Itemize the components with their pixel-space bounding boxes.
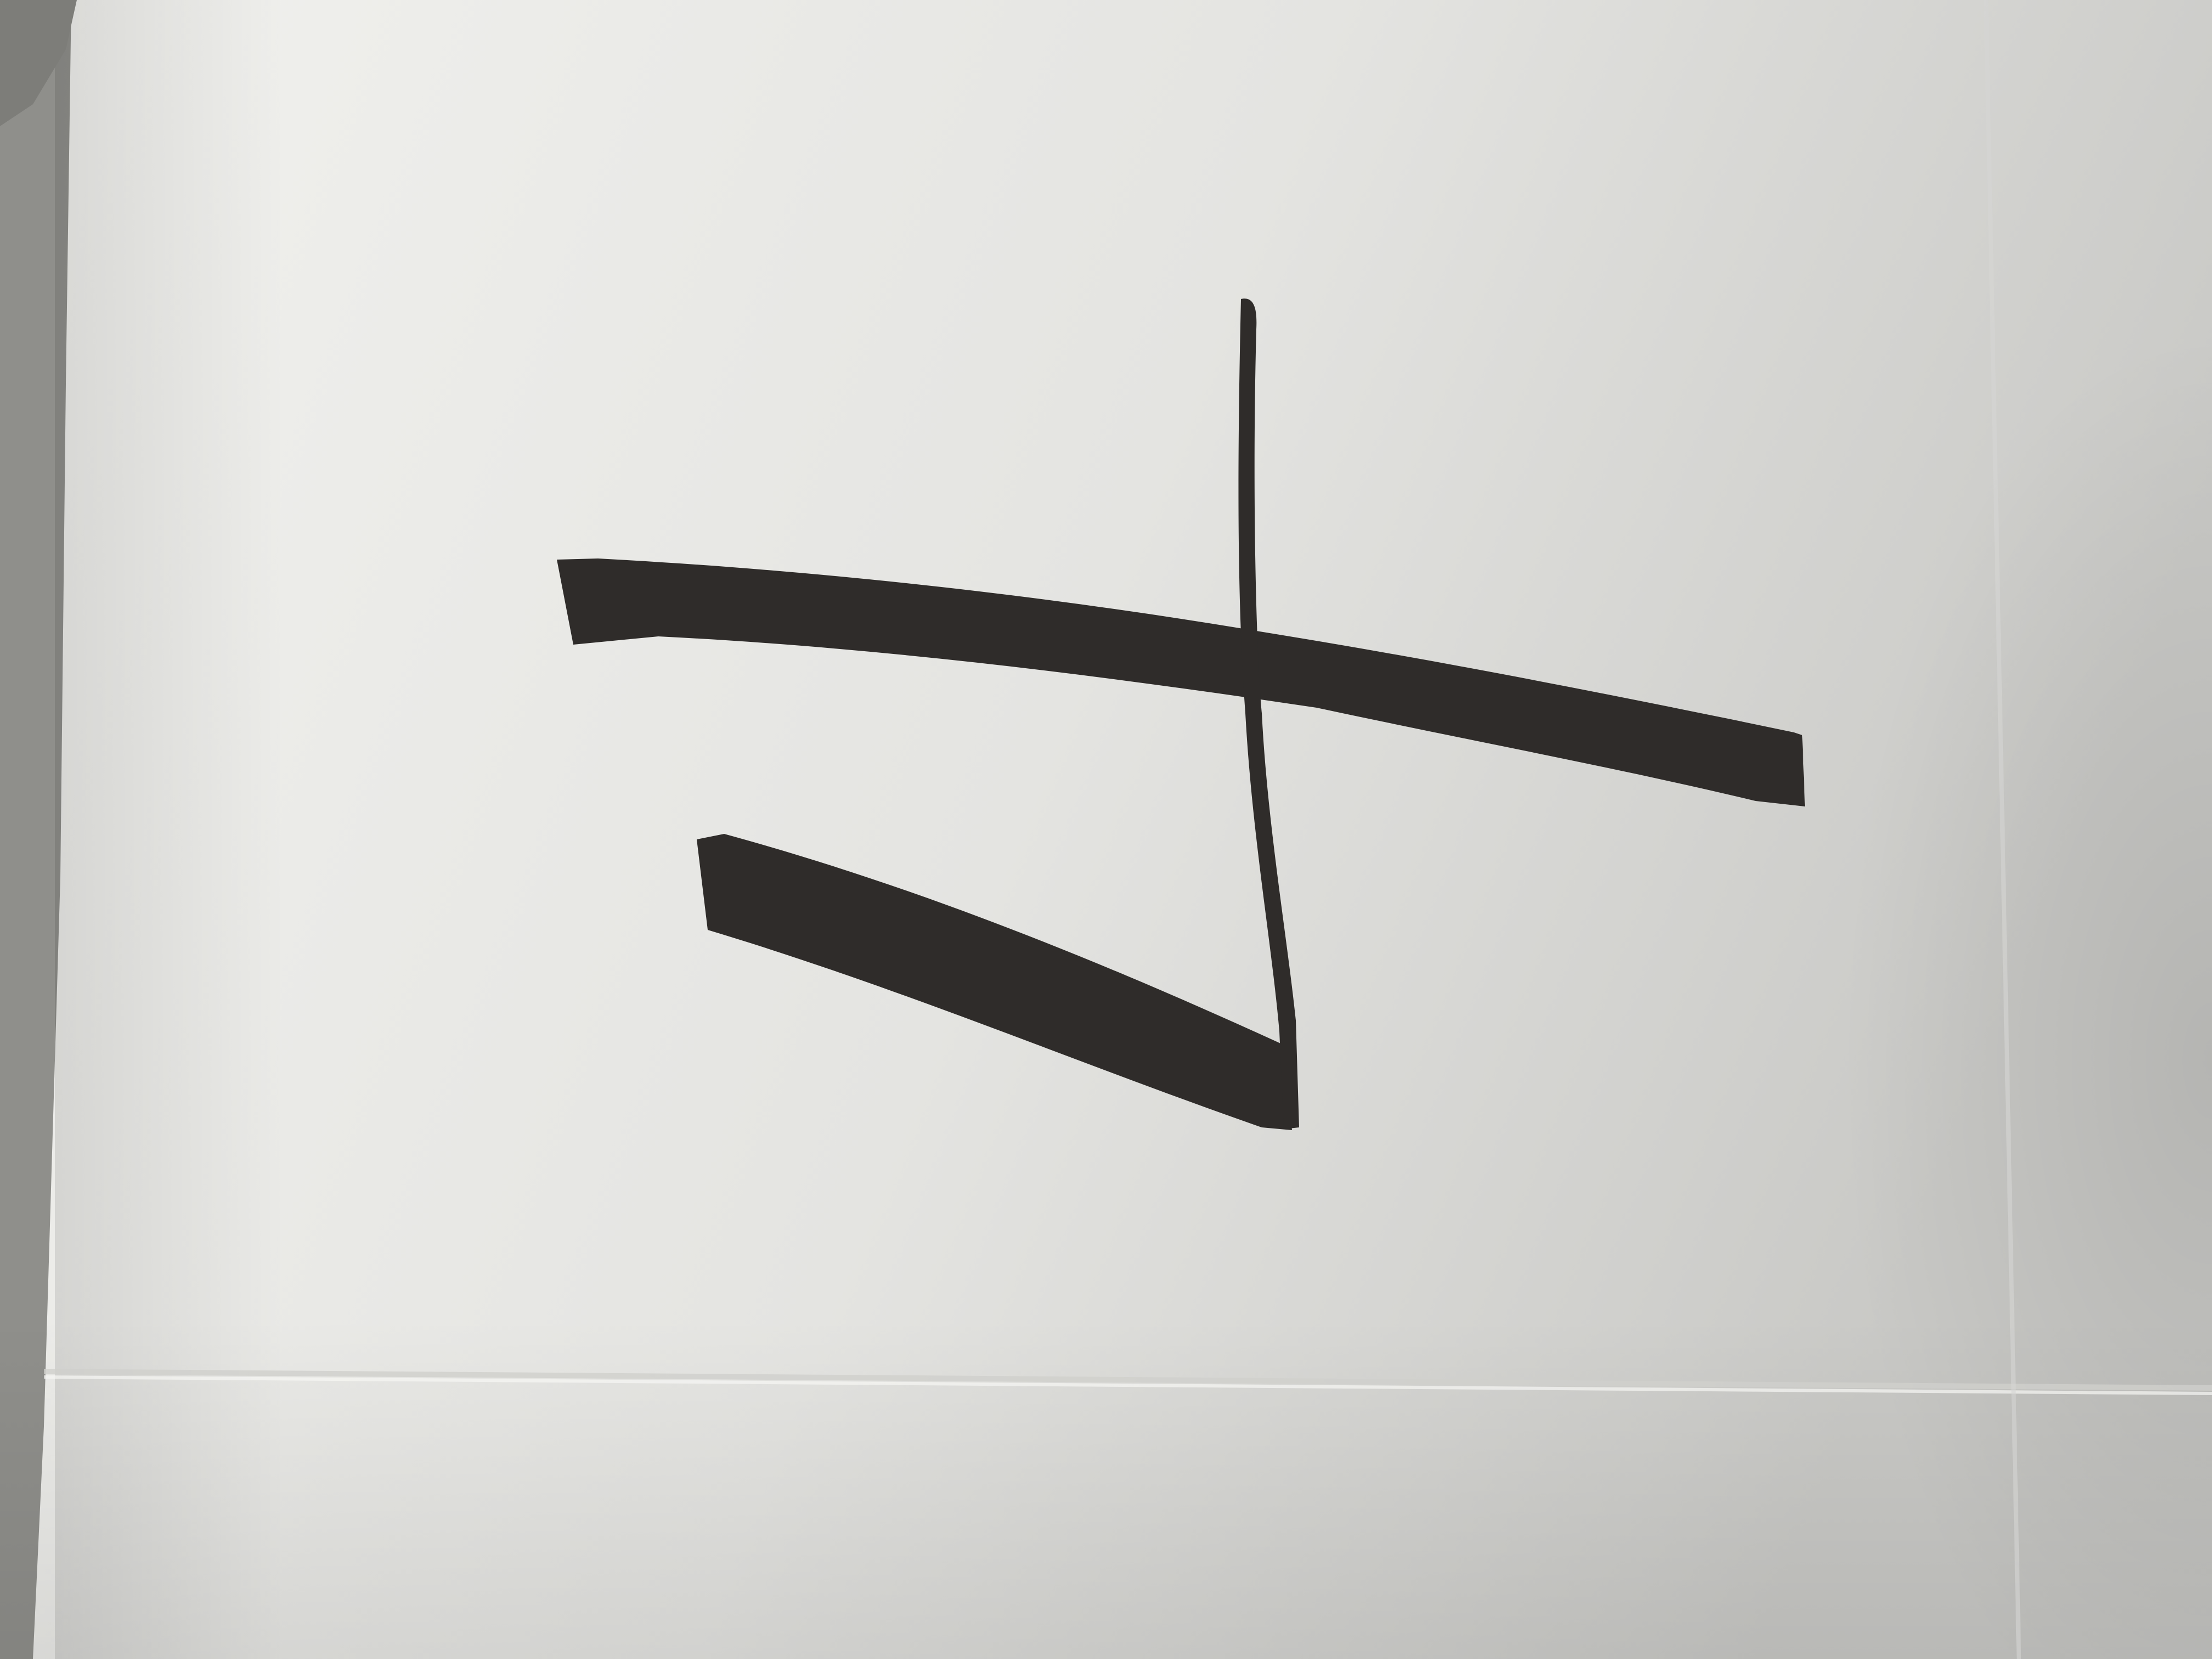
paper-right-shadow [1536,329,2212,1659]
